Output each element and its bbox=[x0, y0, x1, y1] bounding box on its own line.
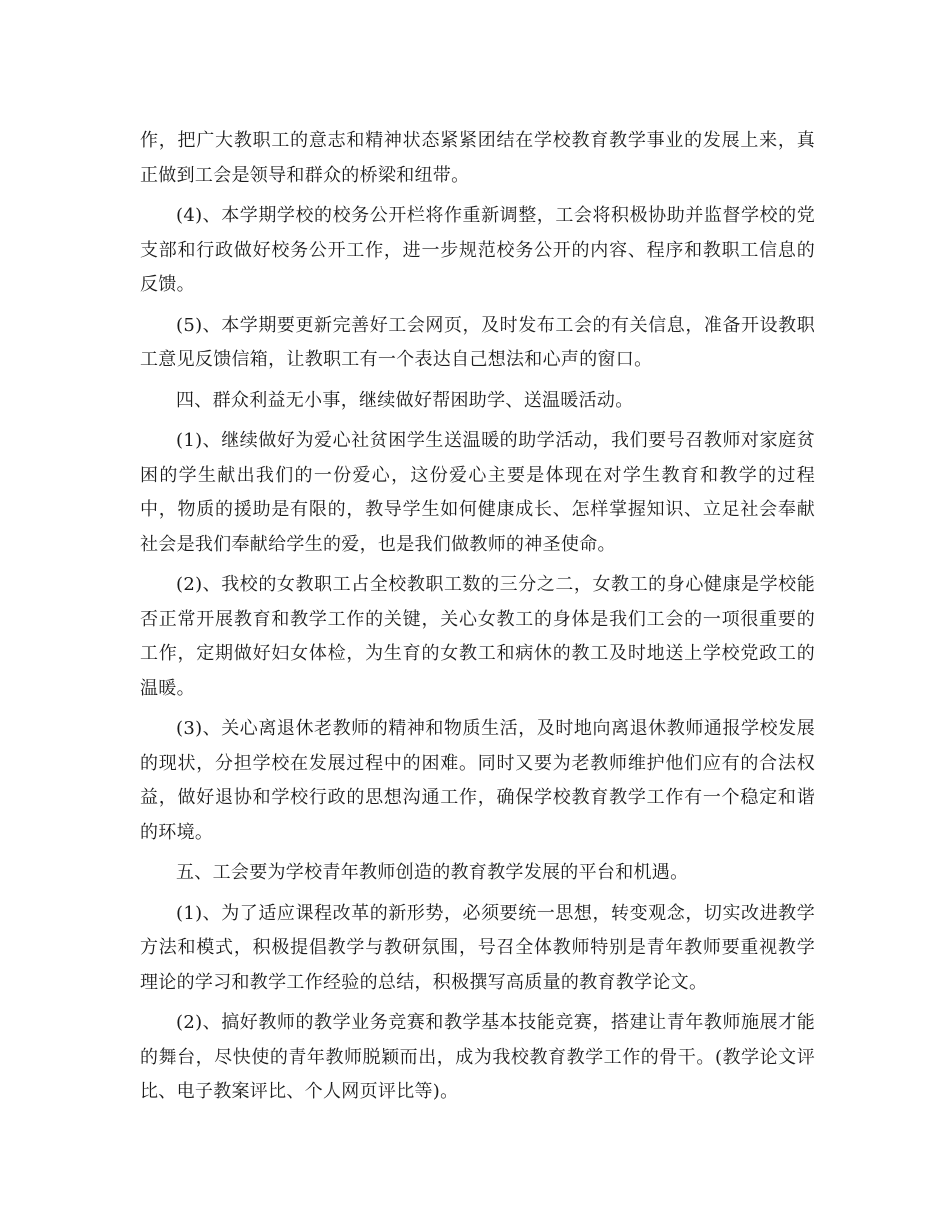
paragraph-item-2: (2)、我校的女教职工占全校教职工数的三分之二，女教工的身心健康是学校能否正常开展教育和教学工作的关键，关心女教工的身体是我们工会的一项很重要的工作，定期做好妇女体检，为生育的女教工和病休的教工及时地送上学校党政工的温暖。 bbox=[140, 574, 815, 699]
paragraph-item-2-b: (2)、搞好教师的教学业务竞赛和教学基本技能竞赛，搭建让青年教师施展才能的舞台，尽快使的青年教师脱颖而出，成为我校教育教学工作的骨干。(教学论文评比、电子教案评比、个人网页评比等)。 bbox=[140, 1012, 815, 1102]
section-heading-4: 四、群众利益无小事，继续做好帮困助学、送温暖活动。 bbox=[176, 389, 634, 411]
paragraph-item-4: (4)、本学期学校的校务公开栏将作重新调整，工会将积极协助并监督学校的党支部和行政做好校务公开工作，进一步规范校务公开的内容、程序和教职工信息的反馈。 bbox=[140, 205, 815, 295]
paragraph-item-1-b: (1)、为了适应课程改革的新形势，必须要统一思想，转变观念，切实改进教学方法和模式，积极提倡教学与教研氛围，号召全体教师特别是青年教师要重视教学理论的学习和教学工作经验的总结，积极撰写高质量的教育教学论文。 bbox=[140, 902, 815, 993]
paragraph-item-3: (3)、关心离退休老教师的精神和物质生活，及时地向离退休教师通报学校发展的现状，分担学校在发展过程中的困难。同时又要为老教师维护他们应有的合法权益，做好退协和学校行政的思想沟通工作，确保学校教育教学工作有一个稳定和谐的环境。 bbox=[140, 718, 815, 843]
paragraph-item-5: (5)、本学期要更新完善好工会网页，及时发布工会的有关信息，准备开设教职工意见反馈信箱，让教职工有一个表达自己想法和心声的窗口。 bbox=[140, 314, 815, 370]
paragraph-continuation: 作，把广大教职工的意志和精神状态紧紧团结在学校教育教学事业的发展上来，真正做到工会是领导和群众的桥梁和纽带。 bbox=[140, 130, 815, 186]
document-body bbox=[140, 124, 815, 1116]
section-heading-5: 五、工会要为学校青年教师创造的教育教学发展的平台和机遇。 bbox=[176, 862, 689, 883]
paragraph-item-1: (1)、继续做好为爱心社贫困学生送温暖的助学活动，我们要号召教师对家庭贫困的学生献出我们的一份爱心，这份爱心主要是体现在对学生教育和教学的过程中，物质的援助是有限的，教导学生如何健康成长、怎样掌握知识、立足社会奉献社会是我们奉献给学生的爱，也是我们做教师的神圣使命。 bbox=[140, 430, 815, 555]
